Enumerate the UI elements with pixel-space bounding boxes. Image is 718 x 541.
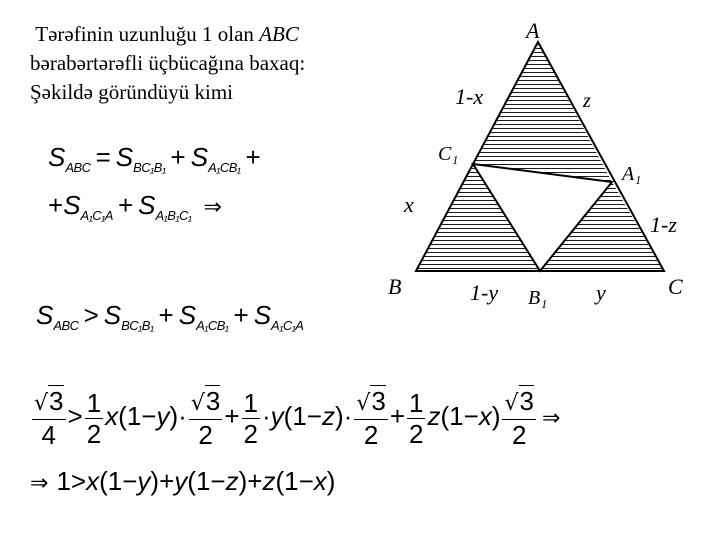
fraction-sqrt3-over-2: $\frac{√3}{2}$ — [356, 386, 386, 450]
subscript-a1cb1: A₁CB₁ — [196, 318, 229, 333]
vertex-label-a: A — [526, 18, 540, 43]
subscript-abc: ABC — [65, 160, 91, 175]
subscript-abc: ABC — [53, 318, 79, 333]
subscript-bc1b1: BC₁B₁ — [133, 160, 166, 175]
plus-sign: + — [233, 300, 249, 330]
area-symbol: S — [115, 142, 134, 172]
corner-triangle-a — [473, 42, 612, 182]
vertex-label-b: B — [388, 274, 402, 299]
area-symbol: S — [48, 142, 66, 172]
side-label-1-y: 1-y — [470, 280, 499, 305]
subscript-a1cb1: A₁CB₁ — [208, 160, 241, 175]
area-symbol: S — [138, 190, 156, 220]
side-label-y: y — [596, 280, 606, 305]
fraction-half: $\frac{1}{2}$ — [409, 387, 424, 449]
area-symbol: S — [36, 300, 54, 330]
greater-than-sign: > — [67, 400, 83, 431]
fraction-half: $\frac{1}{2}$ — [243, 387, 258, 449]
implies-arrow: ⇒ — [541, 405, 561, 431]
vertex-label-c1: C₁ — [438, 143, 459, 165]
intro-line-3: Şəkildə göründüyü kimi — [30, 80, 233, 104]
greater-than-sign: > — [70, 466, 87, 496]
intro-line-1-text: Tərəfinin uzunluğu 1 olan — [35, 22, 254, 46]
fraction-sqrt3-over-2: $\frac{√3}{2}$ — [190, 386, 221, 450]
vertex-label-b1: B₁ — [528, 287, 548, 309]
implies-arrow: ⇒ — [203, 195, 222, 220]
greater-than-sign: > — [83, 300, 99, 330]
vertex-label-c: C — [668, 274, 683, 299]
final-inequality: ⇒ 1>x(1−y)+y(1−z)+z(1−x) — [30, 466, 336, 496]
area-symbol: S — [63, 190, 81, 220]
side-label-1-z: 1-z — [650, 212, 677, 237]
fraction-sqrt3-over-2: $\frac{√3}{2}$ — [504, 386, 534, 450]
plus-sign: + — [170, 142, 186, 172]
triangle-name: ABC — [259, 22, 299, 46]
area-symbol: S — [190, 142, 209, 172]
sqrt-sign: √ — [34, 391, 49, 416]
subscript-a1b1c1: A₁B₁C₁ — [155, 208, 192, 223]
side-label-x: x — [404, 192, 414, 217]
fraction-inequality: $\frac{√3}{4}$ > $\frac{1}{2}$ x(1−y)· $\frac{√3}{2}$ + $\frac{1}{2}$ ·y(1−z)· $\frac{√3}{2}$ + $\frac{1}{2}$ z(1−x) $\frac{√3}{2}$ ⇒ — [34, 386, 561, 450]
area-symbol: S — [178, 300, 197, 330]
plus-sign: + — [158, 300, 174, 330]
subscript-bc1b1: BC₁B₁ — [121, 318, 154, 333]
side-label-z: z — [583, 90, 591, 112]
plus-sign: + — [117, 190, 134, 220]
equals-sign: = — [95, 142, 111, 172]
plus-sign: + — [245, 142, 261, 172]
fraction-half: $\frac{1}{2}$ — [86, 387, 102, 449]
plus-sign: + — [48, 190, 64, 220]
subscript-a1c1a: A₁C₁A — [80, 208, 113, 223]
intro-line-2: bərabərtərəfli üçbücağına baxaq: — [30, 51, 306, 75]
area-symbol: S — [103, 300, 122, 330]
implies-arrow: ⇒ — [30, 471, 49, 496]
side-label-1-x: 1-x — [455, 84, 484, 109]
area-symbol: S — [253, 300, 272, 330]
vertex-label-a1: A₁ — [622, 163, 642, 185]
fraction-sqrt3-over-4: $\frac{√3}{4}$ — [34, 386, 64, 450]
subscript-a1c1a: A₁C₁A — [271, 318, 304, 333]
